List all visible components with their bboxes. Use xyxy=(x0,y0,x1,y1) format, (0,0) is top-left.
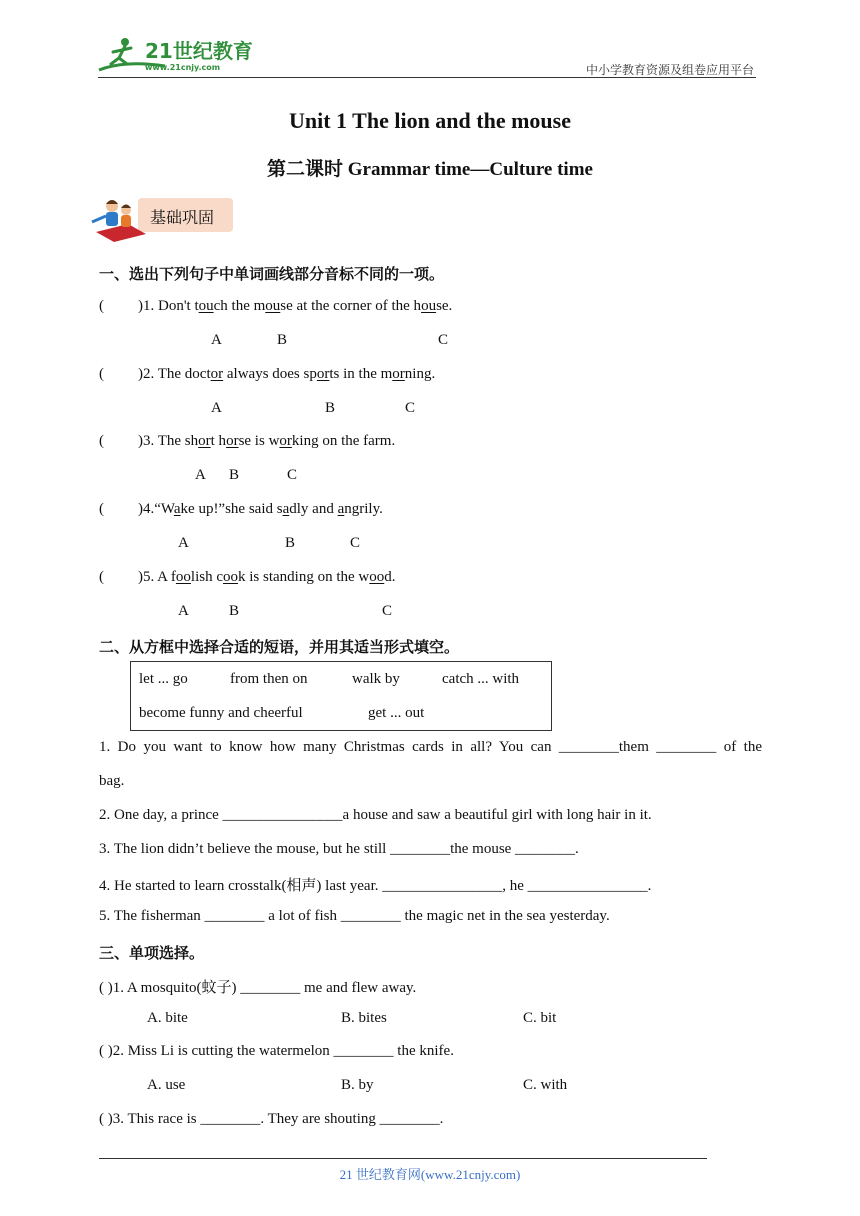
choice-option-a: A. bite xyxy=(147,1010,188,1026)
word-bank-item: let ... go xyxy=(139,671,188,687)
word-bank-item: from then on xyxy=(230,671,308,687)
section1-heading: 一、选出下列句子中单词画线部分音标不同的一项。 xyxy=(99,265,445,283)
option-letter-c: C xyxy=(350,535,361,551)
choice-option-c: C. with xyxy=(523,1077,568,1093)
choice-question-2: ( )2. Miss Li is cutting the watermelon ________ the knife. xyxy=(99,1043,454,1059)
unit-title: Unit 1 The lion and the mouse xyxy=(289,108,571,133)
choice-question-1: ( )1. A mosquito(蚊子) ________ me and flew away. xyxy=(99,980,417,996)
choice-option-b: B. bites xyxy=(341,1010,387,1026)
21cnjy-logo-icon xyxy=(95,34,265,76)
option-letter-a: A xyxy=(211,400,222,416)
word-bank-item: catch ... with xyxy=(442,671,520,687)
section-badge xyxy=(88,194,238,242)
fill-sentence-2: 2. One day, a prince ________________a house and saw a beautiful girl with long hair in it. xyxy=(99,807,652,823)
option-letter-a: A xyxy=(178,603,189,619)
footer-source[interactable]: 21 世纪教育网(www.21cnjy.com) xyxy=(339,1167,521,1182)
option-letter-b: B xyxy=(325,400,336,416)
choice-option-a: A. use xyxy=(147,1077,186,1093)
kids-on-book-icon xyxy=(88,194,150,242)
word-bank-item: get ... out xyxy=(368,705,425,721)
lesson-subtitle: 第二课时 Grammar time—Culture time xyxy=(267,159,593,180)
phonics-question-1: ( )1. Don't touch the mouse at the corner of the house. xyxy=(99,298,453,314)
fill-sentence-1-cont: bag. xyxy=(99,773,125,789)
header-divider xyxy=(98,77,756,78)
section2-heading: 二、从方框中选择合适的短语，并用其适当形式填空。 xyxy=(99,638,460,656)
phonics-question-5: ( )5. A foolish cook is standing on the wood. xyxy=(99,569,396,585)
option-letter-b: B xyxy=(277,332,288,348)
fill-sentence-5: 5. The fisherman ________ a lot of fish ________ the magic net in the sea yesterday. xyxy=(99,908,610,924)
fill-sentence-3: 3. The lion didn’t believe the mouse, but he still ________the mouse ________. xyxy=(99,841,579,857)
option-letter-c: C xyxy=(287,467,298,483)
option-letter-c: C xyxy=(405,400,416,416)
svg-text:21世纪教育: 21世纪教育 xyxy=(145,39,253,63)
option-letter-b: B xyxy=(285,535,296,551)
badge-label: 基础巩固 xyxy=(150,208,215,227)
option-letter-a: A xyxy=(211,332,222,348)
fill-sentence-1: 1. Do you want to know how many Christmas cards in all? You can ________them ________ of the xyxy=(99,739,762,755)
word-bank-item: walk by xyxy=(352,671,400,687)
choice-option-c: C. bit xyxy=(523,1010,557,1026)
option-letter-b: B xyxy=(229,603,240,619)
phonics-question-3: ( )3. The short horse is working on the farm. xyxy=(99,433,396,449)
option-letter-b: B xyxy=(229,467,240,483)
footer-divider xyxy=(99,1158,707,1159)
choice-option-b: B. by xyxy=(341,1077,374,1093)
choice-question-3: ( )3. This race is ________. They are shouting ________. xyxy=(99,1111,444,1127)
option-letter-a: A xyxy=(195,467,206,483)
phonics-question-4: ( )4.“Wake up!”she said sadly and angrily. xyxy=(99,501,383,517)
option-letter-c: C xyxy=(438,332,449,348)
option-letter-a: A xyxy=(178,535,189,551)
platform-name: 中小学教育资源及组卷应用平台 xyxy=(585,63,754,77)
phonics-question-2: ( )2. The doctor always does sports in the morning. xyxy=(99,366,436,382)
word-bank-item: become funny and cheerful xyxy=(139,705,303,721)
section3-heading: 三、单项选择。 xyxy=(99,944,205,962)
word-bank-box xyxy=(130,661,552,731)
option-letter-c: C xyxy=(382,603,393,619)
fill-sentence-4: 4. He started to learn crosstalk(相声) last year. ________________, he ________________. xyxy=(99,878,652,894)
svg-text:www.21cnjy.com: www.21cnjy.com xyxy=(145,63,221,72)
